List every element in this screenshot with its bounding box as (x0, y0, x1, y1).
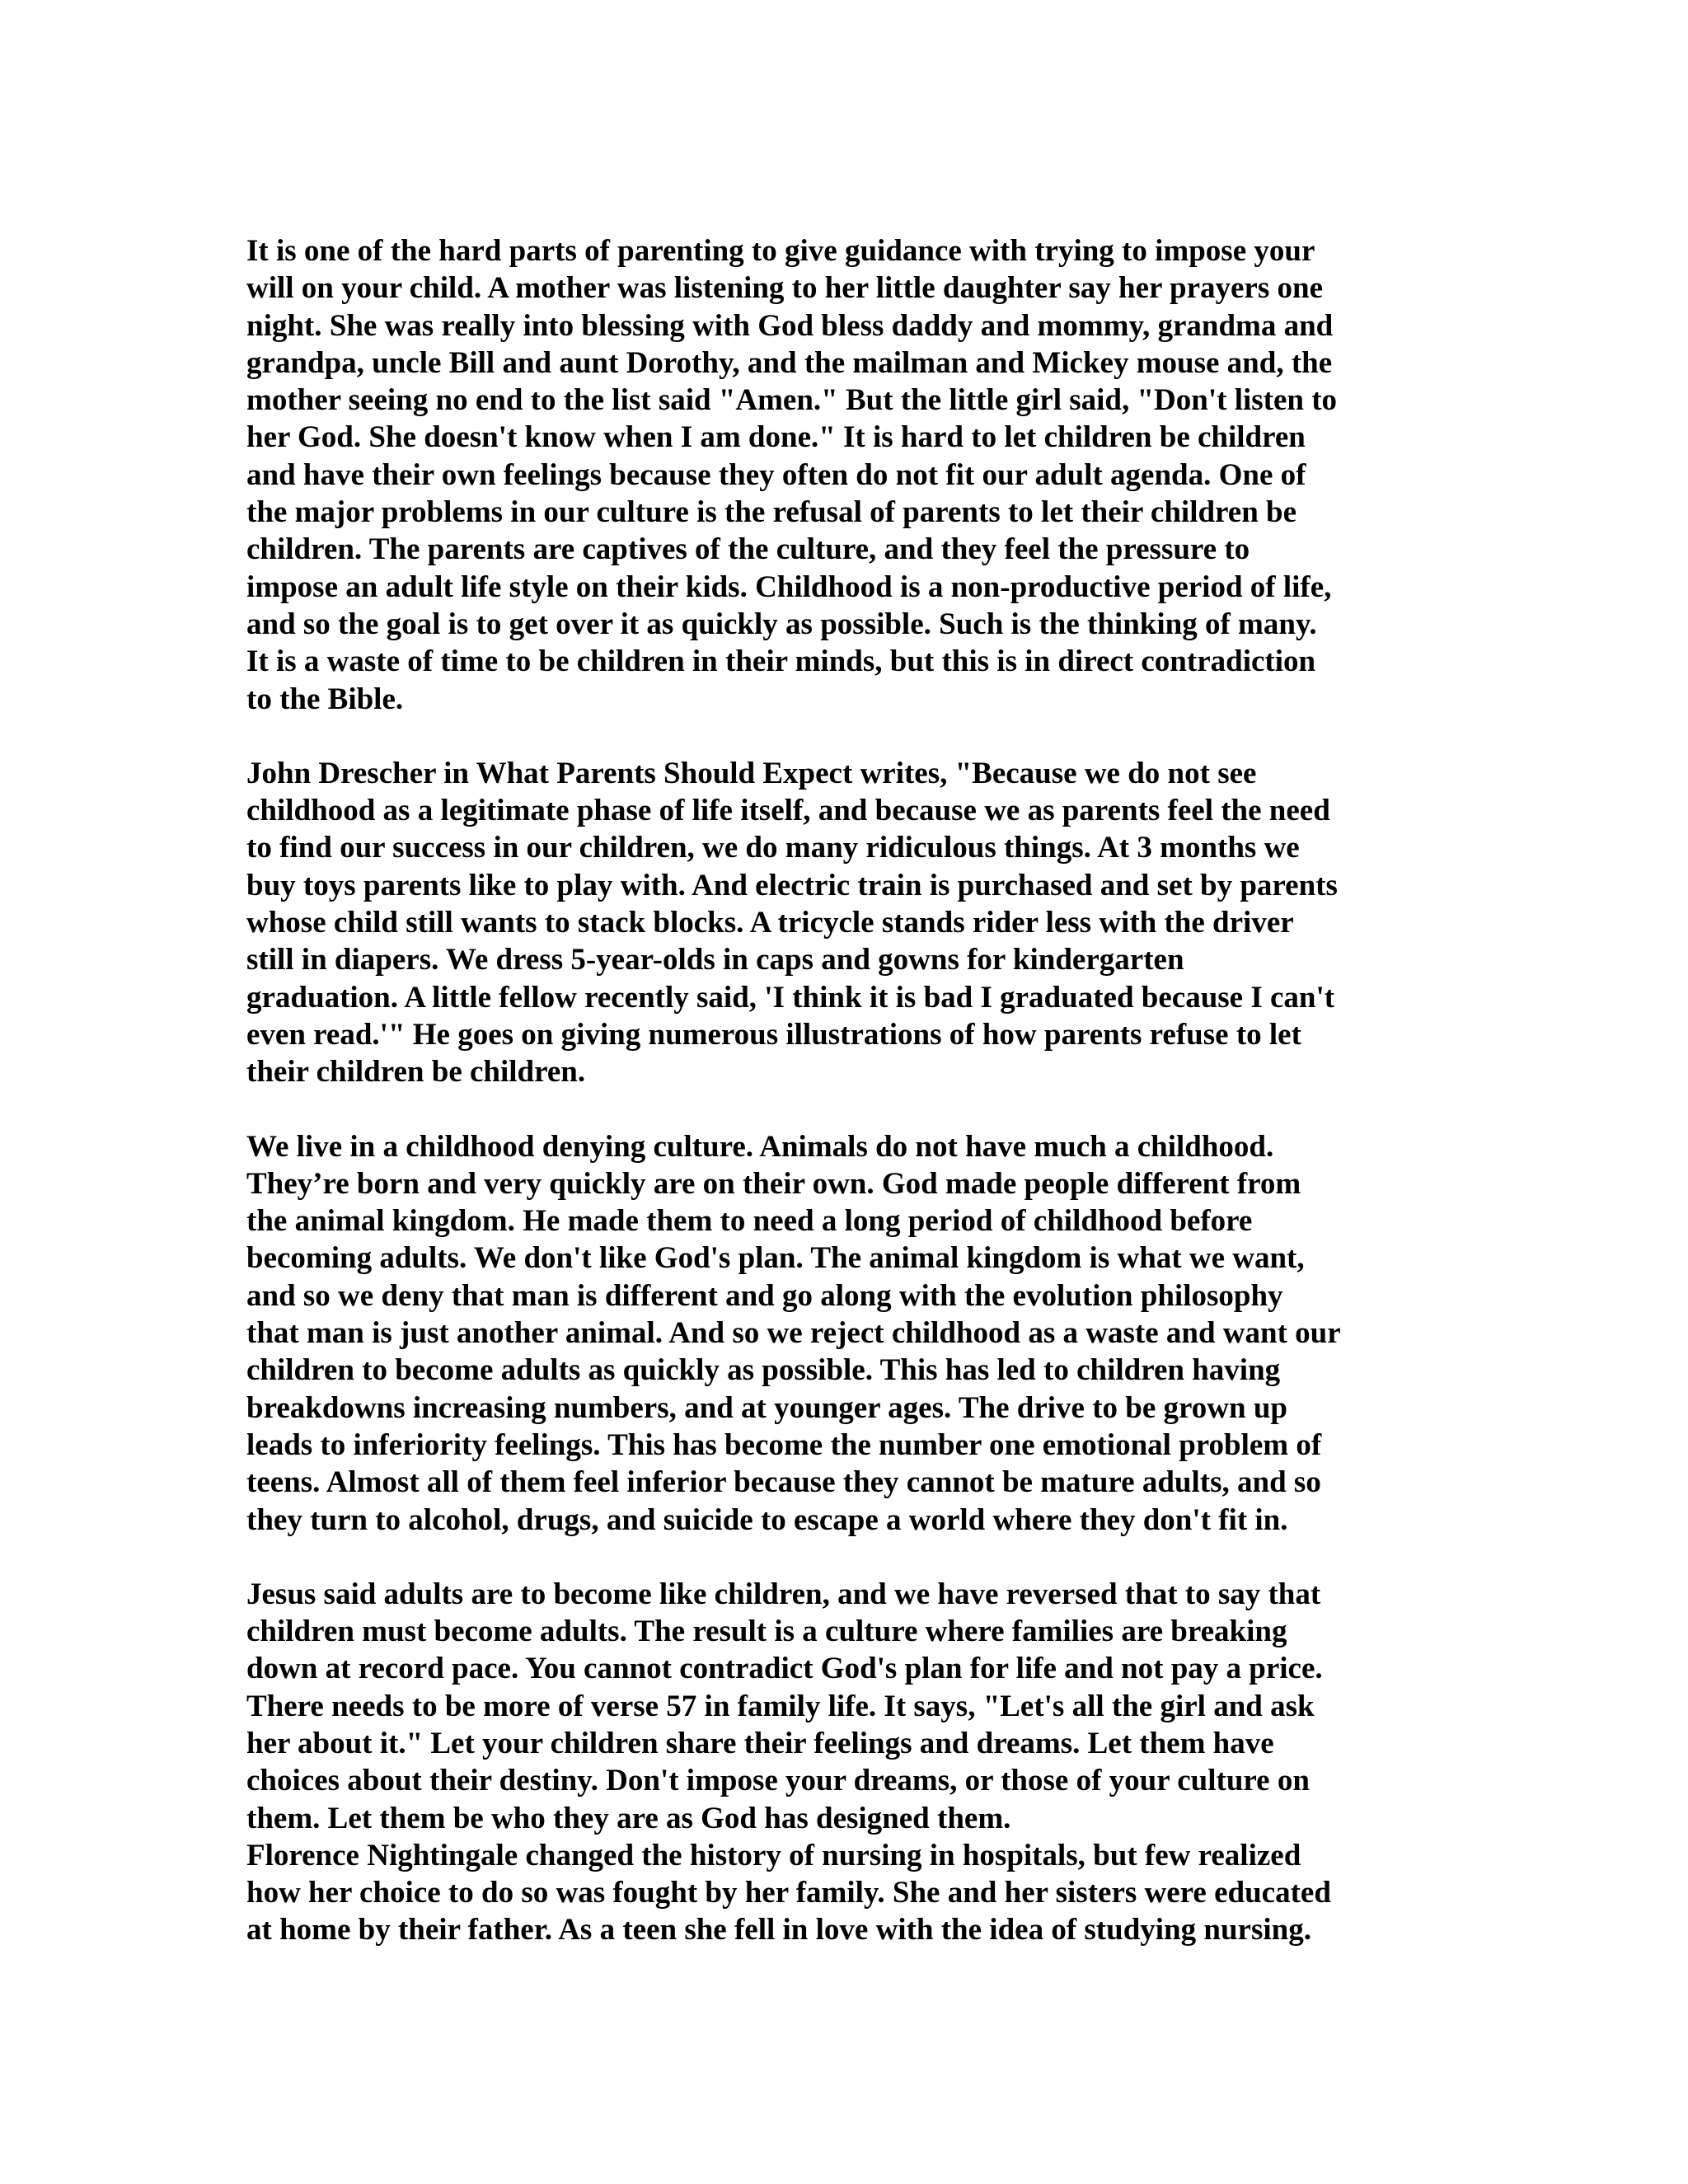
paragraph-gap (246, 1091, 1450, 1128)
paragraph-1: It is one of the hard parts of parenting to give guidance with trying to impose your will on your child. A mother was listening to her little daughter say her prayers one night. She was really into blessing with God bless daddy and mommy, grandma and grandpa, uncle Bill and aunt Dorothy, and the mailman and Mickey mouse and, the mother seeing no end to the list said "Amen." But the little girl said, "Don't listen to her God. She doesn't know when I am done." It is hard to let children be children and have their own feelings because they often do not fit our adult agenda. One of the major problems in our culture is the refusal of parents to let their children be children. The parents are captives of the culture, and they feel the pressure to impose an adult life style on their kids. Childhood is a non-productive period of life, and so the goal is to get over it as quickly as possible. Such is the thinking of many. It is a waste of time to be children in their minds, but this is in direct contradiction to the Bible. (246, 234, 1338, 716)
body-text (246, 232, 1450, 1949)
paragraph-4: Jesus said adults are to become like children, and we have reversed that to say that children must become adults. The result is a culture where families are breaking down at record pace. You cannot contradict God's plan for life and not pay a price. There needs to be more of verse 57 in family life. It says, "Let's all the girl and ask her about it." Let your children share their feelings and dreams. Let them have choices about their destiny. Don't impose your dreams, or those of your culture on them. Let them be who they are as God has designed them. Florence Nightingale changed the history of nursing in hospitals, but few realized how her choice to do so was fought by her family. She and her sisters were educated at home by their father. As a teen she fell in love with the idea of studying nursing. (246, 1577, 1331, 1947)
paragraph-gap (246, 1539, 1450, 1576)
paragraph-3: We live in a childhood denying culture. Animals do not have much a childhood. They’re born and very quickly are on their own. God made people different from the animal kingdom. He made them to need a long period of childhood before becoming adults. We don't like God's plan. The animal kingdom is what we want, and so we deny that man is different and go along with the evolution philosophy that man is just another animal. And so we reject childhood as a waste and want our children to become adults as quickly as possible. This has led to children having breakdowns increasing numbers, and at younger ages. The drive to be grown up leads to inferiority feelings. This has become the number one emotional problem of teens. Almost all of them feel inferior because they cannot be mature adults, and so they turn to alcohol, drugs, and suicide to escape a world where they don't fit in. (246, 1129, 1341, 1537)
paragraph-gap (246, 718, 1450, 755)
paragraph-2: John Drescher in What Parents Should Expect writes, "Because we do not see childhood as a legitimate phase of life itself, and because we as parents feel the need to find our success in our children, we do many ridiculous things. At 3 months we buy toys parents like to play with. And electric train is purchased and set by parents whose child still wants to stack blocks. A tricycle stands rider less with the driver still in diapers. We dress 5-year-olds in caps and gowns for kindergarten graduation. A little fellow recently said, 'I think it is bad I graduated because I can't even read.'" He goes on giving numerous illustrations of how parents refuse to let their children be children. (246, 756, 1338, 1090)
